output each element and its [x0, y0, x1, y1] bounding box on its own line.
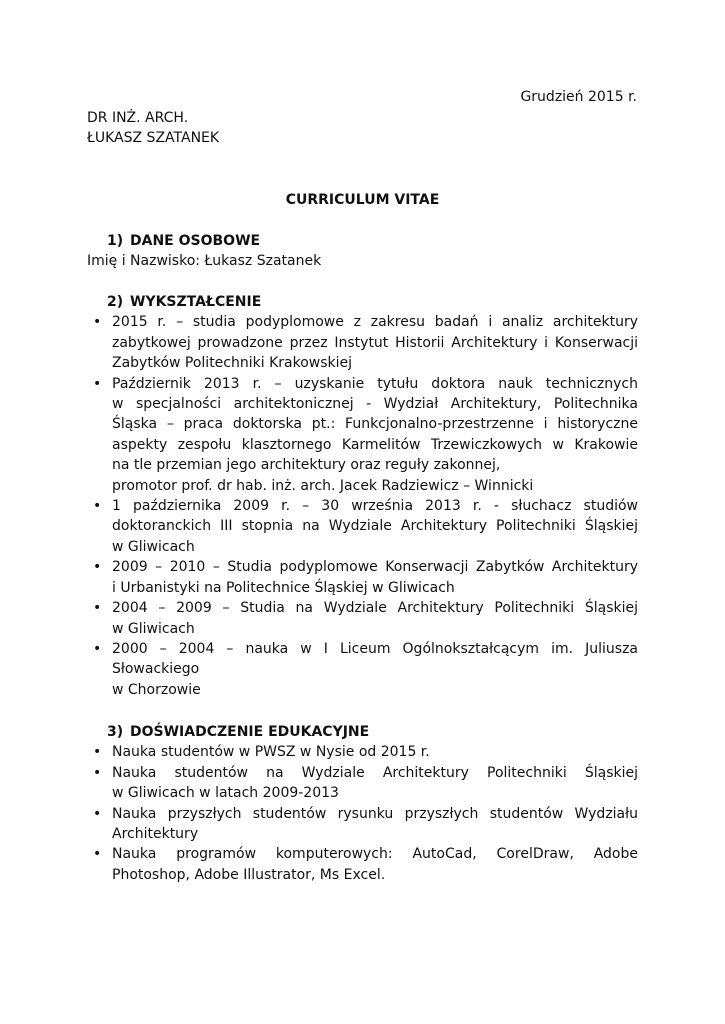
list-item-line: w Gliwicach — [112, 620, 195, 637]
list-item — [87, 312, 638, 373]
list-item — [87, 598, 638, 639]
author-title: DR INŻ. ARCH. — [87, 110, 189, 126]
list-item — [87, 639, 638, 700]
bullet-icon: • — [93, 764, 102, 781]
list-item — [87, 844, 638, 885]
document-date: Grudzień 2015 r. — [520, 89, 637, 105]
section-personal-data — [87, 231, 638, 272]
personal-name-line: Imię i Nazwisko: Łukasz Szatanek — [87, 253, 322, 270]
bullet-icon: • — [93, 314, 102, 331]
list-item-line: Photoshop, Adobe Illustrator, Ms Excel. — [112, 866, 386, 883]
section-number: 2) — [107, 294, 124, 310]
section-heading — [107, 292, 638, 312]
list-item — [87, 804, 638, 845]
bullet-icon: • — [93, 375, 102, 392]
list-item-line: Architektury — [112, 826, 199, 843]
list-item-line: Nauka programów komputerowych: AutoCad, CorelDraw, Adobe — [112, 846, 638, 863]
list-item-line: w Gliwicach — [112, 538, 195, 555]
list-item-line: w Chorzowie — [112, 681, 201, 698]
list-item — [87, 496, 638, 557]
list-item-line: Zabytków Politechniki Krakowskiej — [112, 355, 353, 372]
list-item-line: aspekty zespołu klasztornego Karmelitów Trzewiczkowych w Krakowie — [112, 436, 638, 453]
bullet-icon: • — [93, 600, 102, 617]
list-item-line: w specjalności architektonicznej - Wydział Architektury, Politechnika — [112, 396, 638, 413]
section-number: 3) — [107, 724, 124, 740]
bullet-icon: • — [93, 805, 102, 822]
list-item — [87, 374, 638, 496]
list-item — [87, 557, 638, 598]
list-item-line: 2004 – 2009 – Studia na Wydziale Architektury Politechniki Śląskiej — [112, 600, 638, 617]
list-item-line: Nauka studentów w PWSZ w Nysie od 2015 r. — [112, 744, 430, 761]
list-item-line: i Urbanistyki na Politechnice Śląskiej w Gliwicach — [112, 579, 455, 596]
list-item-line: w Gliwicach w latach 2009-2013 — [112, 785, 339, 802]
section-title: DANE OSOBOWE — [130, 233, 261, 249]
bullet-icon: • — [93, 640, 102, 657]
bullet-icon: • — [93, 498, 102, 515]
list-item-line: na tle przemian jego architektury oraz reguły zakonnej, — [112, 457, 501, 474]
list-item-line: 2015 r. – studia podyplomowe z zakresu badań i analiz architektury — [112, 314, 638, 331]
section-teaching-experience — [87, 722, 638, 885]
section-title: WYKSZTAŁCENIE — [130, 294, 262, 310]
teaching-list — [87, 742, 638, 885]
list-item-line: 1 października 2009 r. – 30 września 2013 r. - słuchacz studiów — [112, 498, 638, 515]
bullet-icon: • — [93, 559, 102, 576]
list-item — [87, 742, 638, 762]
list-item-line: 2000 – 2004 – nauka w I Liceum Ogólnokształcącym im. Juliusza — [112, 640, 638, 657]
list-item-line: Śląska – praca doktorska pt.: Funkcjonalno-przestrzenne i historyczne — [112, 416, 638, 433]
list-item-line: 2009 – 2010 – Studia podyplomowe Konserwacji Zabytków Architektury — [112, 559, 638, 576]
section-heading — [107, 231, 638, 251]
bullet-icon: • — [93, 744, 102, 761]
bullet-icon: • — [93, 846, 102, 863]
author-block — [87, 108, 219, 148]
section-number: 1) — [107, 233, 124, 249]
section-title: DOŚWIADCZENIE EDUKACYJNE — [130, 724, 370, 740]
list-item — [87, 763, 638, 804]
section-heading — [107, 722, 638, 742]
list-item-line: promotor prof. dr hab. inż. arch. Jacek Radziewicz – Winnicki — [112, 477, 534, 494]
education-list — [87, 312, 638, 700]
list-item-line: Nauka studentów na Wydziale Architektury Politechniki Śląskiej — [112, 764, 638, 781]
list-item-line: doktoranckich III stopnia na Wydziale Architektury Politechniki Śląskiej — [112, 518, 638, 535]
list-item-line: Nauka przyszłych studentów rysunku przyszłych studentów Wydziału — [112, 805, 638, 822]
list-item-line: Październik 2013 r. – uzyskanie tytułu doktora nauk technicznych — [112, 375, 638, 392]
document-title: CURRICULUM VITAE — [285, 192, 440, 208]
section-education — [87, 292, 638, 700]
author-name: ŁUKASZ SZATANEK — [87, 130, 220, 146]
list-item-line: zabytkowej prowadzone przez Instytut Historii Architektury i Konserwacji — [112, 334, 638, 351]
list-item-line: Słowackiego — [112, 661, 200, 678]
